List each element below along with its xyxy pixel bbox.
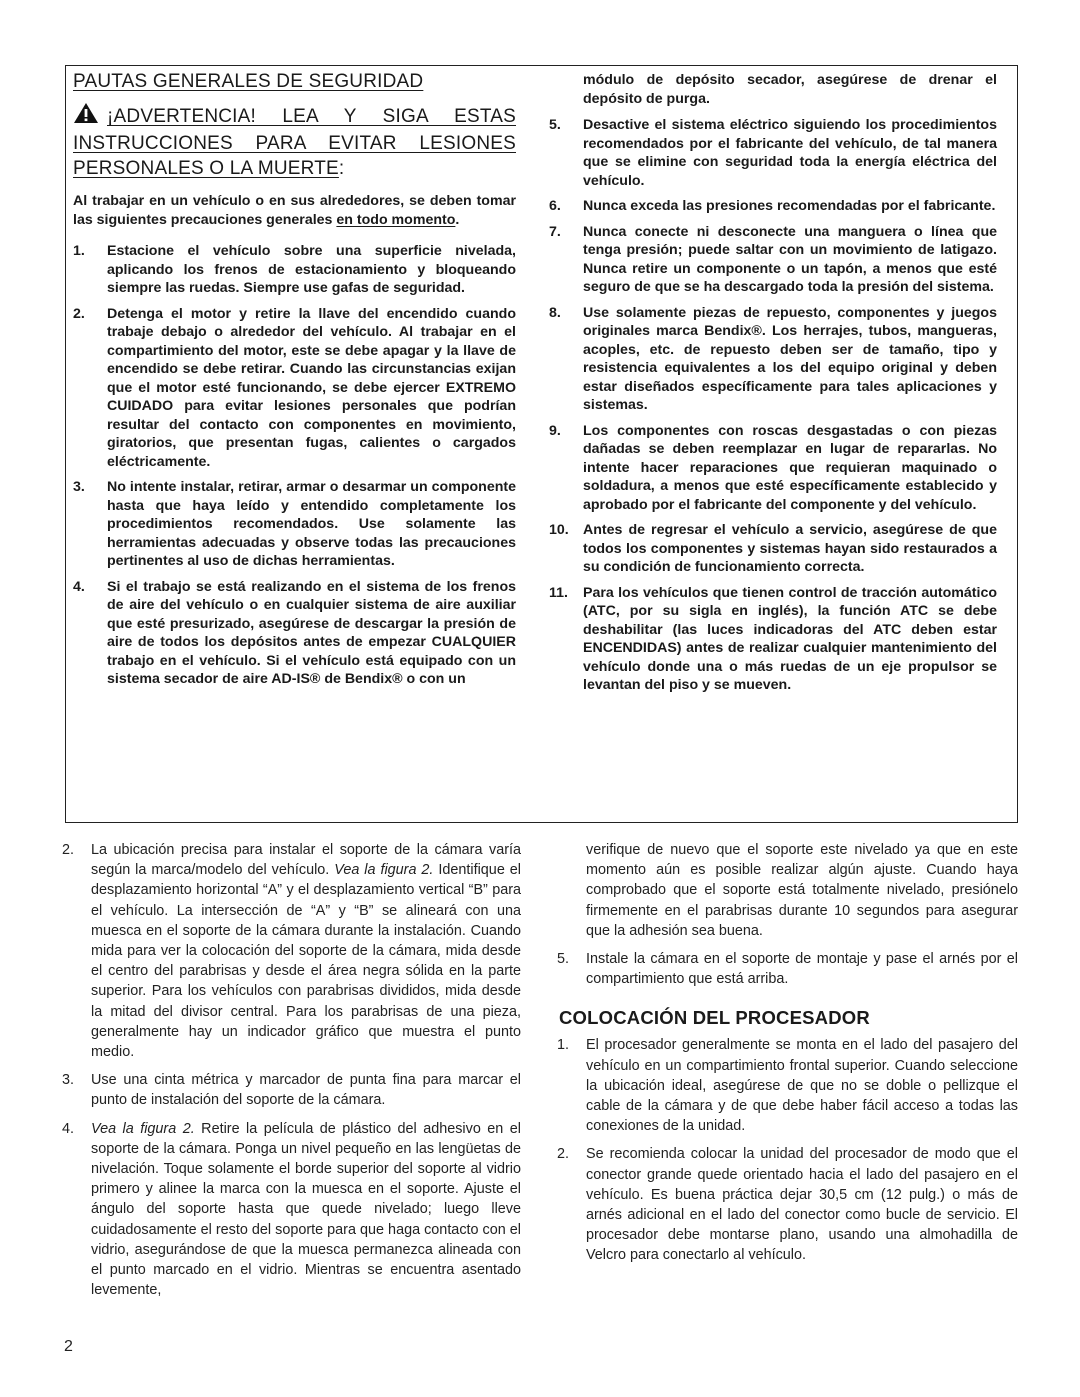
item-text: Si el trabajo se está realizando en el sistema de los frenos de aire del vehículo o en cualquier sistema de aire auxiliar que esté presurizado, asegúrese de descargar la presión de aire de todos los depósitos antes de empezar CUALQUIER trabajo en el vehículo. Si el vehículo está equipado con un sistema secador de aire AD-IS® de Bendix® o con un xyxy=(107,578,516,687)
warning-triangle-icon xyxy=(73,102,99,131)
item-text: Para los vehículos que tienen control de tracción automático (ATC, por su sigla en inglés), la función ATC se debe deshabilitar (las luces indicadoras del ATC deben estar ENCENDIDAS) antes de realizar cualquier mantenimiento del vehículo donde una o más ruedas de un eje propulsor se levantan del piso y se mueven. xyxy=(583,584,997,693)
step-text xyxy=(91,840,521,1062)
safety-item-5 xyxy=(549,116,997,190)
item-number: 10. xyxy=(549,522,569,538)
step-text xyxy=(91,1119,521,1301)
safety-list-left xyxy=(73,242,516,689)
installation-step-4 xyxy=(62,1119,521,1301)
safety-box-right-column xyxy=(549,66,997,695)
item-text: Los componentes con roscas desgastadas o con piezas dañadas se deben reemplazar en lugar de repararlas. No intente hacer reparaciones que requieran maquinado o soldadura, a menos que esté específicamente establecido y aprobado por el fabricante del componente y del vehículo. xyxy=(583,422,997,513)
step-text xyxy=(91,1070,521,1110)
safety-item-2 xyxy=(73,305,516,472)
step-number: 5. xyxy=(557,951,570,968)
item-text: Use solamente piezas de repuesto, componentes y juegos originales marca Bendix®. Los herrajes, tubos, mangueras, acoples, etc. de repuesto deben ser de tamaño, tipo y resistencia equivalentes a los del equipo original y deben estar diseñados específicamente para tales aplicaciones y sistemas. xyxy=(583,304,997,413)
safety-box-left-column xyxy=(73,66,516,689)
item-number: 5. xyxy=(549,117,561,133)
safety-list-right xyxy=(549,116,997,695)
warning-text: ¡ADVERTENCIA! LEA Y SIGA ESTAS INSTRUCCIONES PARA EVITAR LESIONES PERSONALES O LA MUERTE xyxy=(73,106,516,179)
step-text: El procesador generalmente se monta en el lado del pasajero del vehículo en un compartimiento frontal superior. Cuando seleccione la ubicación ideal, asegúrese de que no se doble o pellizque el cable de la cámara y de que debe haber fácil acceso a todas las conexiones de la unidad. xyxy=(586,1037,1018,1135)
item-number: 8. xyxy=(549,304,561,321)
item-text: Antes de regresar el vehículo a servicio, asegúrese de que todos los componentes y sistemas hayan sido restaurados a su condición de funcionamiento correcta. xyxy=(583,522,997,575)
item-number: 11. xyxy=(549,584,568,601)
safety-item-4 xyxy=(73,578,516,689)
safety-title: PAUTAS GENERALES DE SEGURIDAD xyxy=(73,71,424,92)
step-text-part: Identifique el desplazamiento horizontal “A” y el desplazamiento vertical “B” para el vehículo. La intersección de “A” y “B” se alineará con una muesca en el soporte de la cámara durante la instalación. Cuando mida para ver la colocación del soporte de la cámara, mida desde el centro del parabrisas y desde el área negra sólida en la parte superior. Para los vehículos con parabrisas divididos, mida desde la mitad del divisor central. Para los parabrisas de una pieza, generalmente hay un indicador gráfico que muestra el punto medio. xyxy=(91,862,521,1061)
intro-end: . xyxy=(455,211,460,228)
warning-statement xyxy=(73,102,516,181)
item-text: Estacione el vehículo sobre una superficie nivelada, aplicando los frenos de estacionamiento y bloqueando siempre las ruedas. Siempre use gafas de seguridad. xyxy=(107,243,516,296)
safety-intro xyxy=(73,192,516,229)
figure-reference: Vea la figura 2. xyxy=(334,862,434,879)
processor-step-1 xyxy=(557,1035,1018,1136)
installation-steps-list-continued xyxy=(557,949,1018,989)
intro-text: Al trabajar en un vehículo o en sus alrededores, se deben tomar las siguientes precauciones generales xyxy=(73,193,516,228)
safety-item-3 xyxy=(73,478,516,571)
body-right-column xyxy=(557,840,1018,1274)
item-number: 9. xyxy=(549,422,561,439)
safety-item-10 xyxy=(549,521,997,577)
body-left-column xyxy=(62,840,521,1308)
step-text-part: La ubicación precisa para instalar el soporte de la cámara varía según la marca/modelo del vehículo. xyxy=(91,842,521,879)
item-text: Nunca exceda las presiones recomendadas por el fabricante. xyxy=(583,198,996,214)
warning-suffix: : xyxy=(338,158,345,179)
figure-reference: Vea la figura 2. xyxy=(91,1120,195,1137)
step-text-part: Use una cinta métrica y marcador de punta fina para marcar el punto de instalación del soporte de la cámara. xyxy=(91,1072,521,1109)
item-number: 6. xyxy=(549,198,561,214)
item-text: Desactive el sistema eléctrico siguiendo los procedimientos recomendados por el fabricante del vehículo, de tal manera que se elimine con seguridad toda la energía eléctrica del vehículo. xyxy=(583,117,997,189)
processor-steps-list xyxy=(557,1035,1018,1265)
installation-step-2 xyxy=(62,840,521,1062)
processor-placement-heading: COLOCACIÓN DEL PROCESADOR xyxy=(559,1007,870,1029)
safety-item-7 xyxy=(549,223,997,297)
installation-step-5 xyxy=(557,949,1018,989)
processor-step-2 xyxy=(557,1144,1018,1265)
installation-step-3 xyxy=(62,1070,521,1110)
step-text: Se recomienda colocar la unidad del procesador de modo que el conector grande quede orientado hacia el lado del pasajero en el vehículo. Es buena práctica dejar 30,5 cm (12 pulg.) o más de arnés adicional en el lado del conector como bucle de servicio. El procesador debe montarse plano, usando una almohadilla de Velcro para conectarlo al vehículo. xyxy=(586,1146,1018,1264)
safety-guidelines-box xyxy=(65,65,1018,823)
installation-step-4-continuation: verifique de nuevo que el soporte este nivelado ya que en este momento aún es posible realizar algún ajuste. Cuando haya comprobado que el soporte está totalmente nivelado, presiónelo firmemente en el parabrisas durante 10 segundos para asegurar que la adhesión sea buena. xyxy=(586,842,1018,939)
step-number: 3. xyxy=(62,1072,75,1089)
step-number: 1. xyxy=(557,1037,570,1054)
installation-steps-list xyxy=(62,840,521,1300)
step-text-part: Retire la película de plástico del adhesivo en el soporte de la cámara. Ponga un nivel pequeño en las lengüetas de nivelación. Toque solamente el borde superior del soporte al vidrio primero y alinee la marca con la muesca en el soporte. Ajuste el ángulo del soporte hasta que quede nivelado; luego lleve cuidadosamente el resto del soporte para que haga contacto con el vidrio, asegurándose de que la muesca permanezca alineada con el punto marcado en el vidrio. Mientras se encuentra asentado levemente, xyxy=(91,1120,521,1299)
step-number: 2. xyxy=(62,842,75,858)
step-number: 2. xyxy=(557,1146,570,1163)
safety-item-9 xyxy=(549,422,997,515)
item-text: Detenga el motor y retire la llave del encendido cuando trabaje debajo o alrededor del vehículo. Al trabajar en el compartimiento del motor, este se debe apagar y la llave de encendido se debe retirar. Cuando las circunstancias exijan que el motor esté funcionando, se debe ejercer EXTREMO CUIDADO para evitar lesiones personales que podrían resultar del contacto con componentes en movimiento, giratorios, que presentan fugas, calientes o cargados eléctricamente. xyxy=(107,305,516,470)
page-number: 2 xyxy=(64,1338,73,1355)
safety-item-1 xyxy=(73,242,516,298)
safety-item-4-continuation: módulo de depósito secador, asegúrese de drenar el depósito de purga. xyxy=(583,72,997,107)
safety-item-8 xyxy=(549,304,997,415)
intro-emphasis: en todo momento xyxy=(336,211,456,228)
safety-item-11 xyxy=(549,584,997,695)
item-number: 3. xyxy=(73,479,85,495)
item-number: 1. xyxy=(73,243,85,259)
item-number: 4. xyxy=(73,578,85,595)
item-number: 7. xyxy=(549,223,561,240)
item-text: No intente instalar, retirar, armar o desarmar un componente hasta que haya leído y entendido completamente los procedimientos recomendados. Use solamente las herramientas adecuadas y observe todas las precauciones pertinentes al uso de dichas herramientas. xyxy=(107,479,516,569)
item-number: 2. xyxy=(73,305,85,322)
step-text: Instale la cámara en el soporte de montaje y pase el arnés por el compartimiento que está arriba. xyxy=(586,951,1018,988)
item-text: Nunca conecte ni desconecte una manguera o línea que tenga presión; puede saltar con un movimiento de latigazo. Nunca retire un componente o un tapón, a menos que esté seguro de que se ha descargado toda la presión del sistema. xyxy=(583,223,997,295)
step-number: 4. xyxy=(62,1120,75,1137)
safety-item-6 xyxy=(549,197,997,216)
